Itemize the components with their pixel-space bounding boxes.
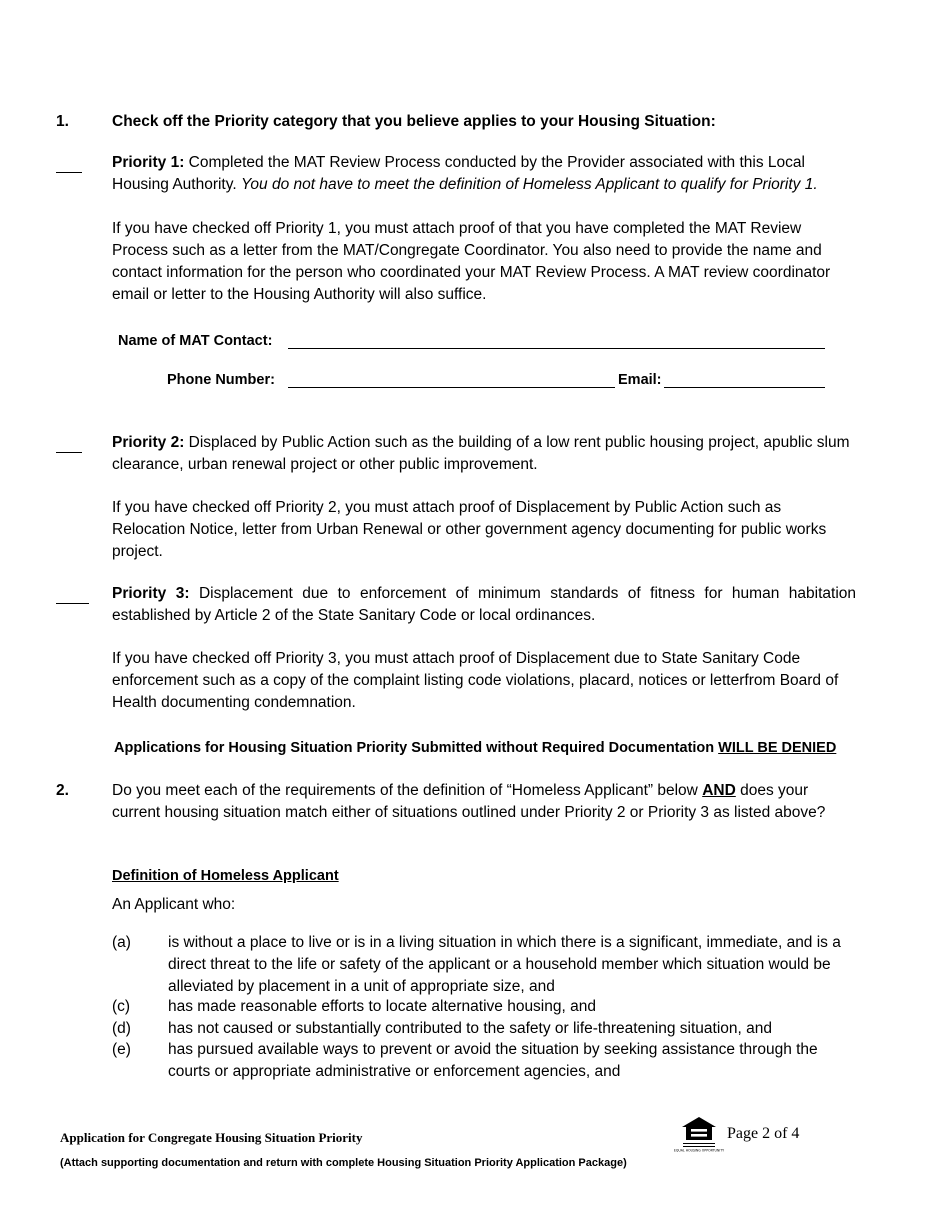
question-1-heading: Check off the Priority category that you believe applies to your Housing Situation: xyxy=(112,113,716,130)
question-2-and: AND xyxy=(702,782,736,799)
priority-3-checkbox-blank[interactable] xyxy=(56,585,89,611)
priority-3-text: Displacement due to enforcement of minimum standards of fitness for human habitation established by Article 2 of the State Sanitary Code or local ordinances. xyxy=(112,585,856,624)
documentation-warning xyxy=(114,737,836,759)
priority-2-checkbox-blank[interactable] xyxy=(56,434,82,460)
priority-3-label: Priority 3: xyxy=(112,585,190,602)
list-item-text: has pursued available ways to prevent or avoid the situation by seeking assistance through the courts or appropriate administrative or enforcement agencies, and xyxy=(168,1041,818,1080)
priority-2-proof: If you have checked off Priority 2, you must attach proof of Displacement by Public Action such as Relocation Notice, letter from Urban Renewal or other government agency documenting for public works project. xyxy=(112,499,827,560)
definition-title: Definition of Homeless Applicant xyxy=(112,868,339,884)
list-item-letter: (a) xyxy=(112,934,131,951)
footer-title: Application for Congregate Housing Situation Priority xyxy=(60,1130,363,1145)
question-2-text-a: Do you meet each of the requirements of the definition of “Homeless Applicant” below xyxy=(112,782,703,799)
question-1-number: 1. xyxy=(56,113,69,130)
priority-3-proof: If you have checked off Priority 3, you must attach proof of Displacement due to State Sanitary Code enforcement such as a copy of the complaint listing code violations, placard, notices or letterfrom Board of Health documenting condemnation. xyxy=(112,650,839,711)
email-input[interactable] xyxy=(664,387,825,388)
list-item-text: is without a place to live or is in a living situation in which there is a significant, immediate, and is a direct threat to the life or safety of the applicant or a household member which situation would be alleviated by placement in a unit of appropriate size, and xyxy=(168,934,841,995)
list-item-text: has not caused or substantially contributed to the safety or life-threatening situation, and xyxy=(168,1020,773,1037)
question-2-text xyxy=(112,780,856,824)
priority-1-checkbox-blank[interactable] xyxy=(56,154,82,180)
warning-text: Applications for Housing Situation Priority Submitted without Required Documentation xyxy=(114,740,719,756)
phone-input[interactable] xyxy=(288,387,615,388)
list-item-letter: (c) xyxy=(112,998,131,1015)
priority-2-label: Priority 2: xyxy=(112,434,185,451)
priority-1-description xyxy=(112,152,856,196)
priority-1-proof: If you have checked off Priority 1, you must attach proof of that you have completed the MAT Review Process such as a letter from the MAT/Congregate Coordinator. You also need to provide the name and contact information for the person who coordinated your MAT Review Process. A MAT review coordinator email or letter to the Housing Authority will also suffice. xyxy=(112,220,831,303)
definition-intro: An Applicant who: xyxy=(112,896,236,913)
priority-1-label: Priority 1: xyxy=(112,154,185,171)
list-item-text: has made reasonable efforts to locate alternative housing, and xyxy=(168,998,596,1015)
priority-2-text: Displaced by Public Action such as the building of a low rent public housing project, apublic slum clearance, urban renewal project or other public improvement. xyxy=(112,434,850,473)
question-2-number: 2. xyxy=(56,782,69,799)
mat-contact-input[interactable] xyxy=(288,348,825,349)
footer-note: (Attach supporting documentation and return with complete Housing Situation Priority Application Package) xyxy=(60,1157,627,1169)
priority-1-italic-note: You do not have to meet the definition of Homeless Applicant to qualify for Priority 1. xyxy=(240,176,818,193)
question-2-text-b: does your current housing situation match either of situations outlined under Priority 2 or Priority 3 as listed above? xyxy=(112,782,826,821)
page-number: Page 2 of 4 xyxy=(727,1125,800,1142)
priority-2-description xyxy=(112,432,856,476)
mat-contact-label: Name of MAT Contact: xyxy=(118,333,273,349)
logo-text: EQUAL HOUSING OPPORTUNITY xyxy=(673,1148,725,1153)
email-label: Email: xyxy=(618,372,662,388)
list-item-letter: (e) xyxy=(112,1041,131,1058)
phone-label: Phone Number: xyxy=(167,372,275,388)
list-item-letter: (d) xyxy=(112,1020,131,1037)
equal-housing-logo-icon xyxy=(673,1116,725,1153)
priority-3-description xyxy=(112,583,856,627)
priority-1-text: Completed the MAT Review Process conducted by the Provider associated with this Local Housing Authority. xyxy=(112,154,805,193)
warning-denied: WILL BE DENIED xyxy=(718,740,837,756)
